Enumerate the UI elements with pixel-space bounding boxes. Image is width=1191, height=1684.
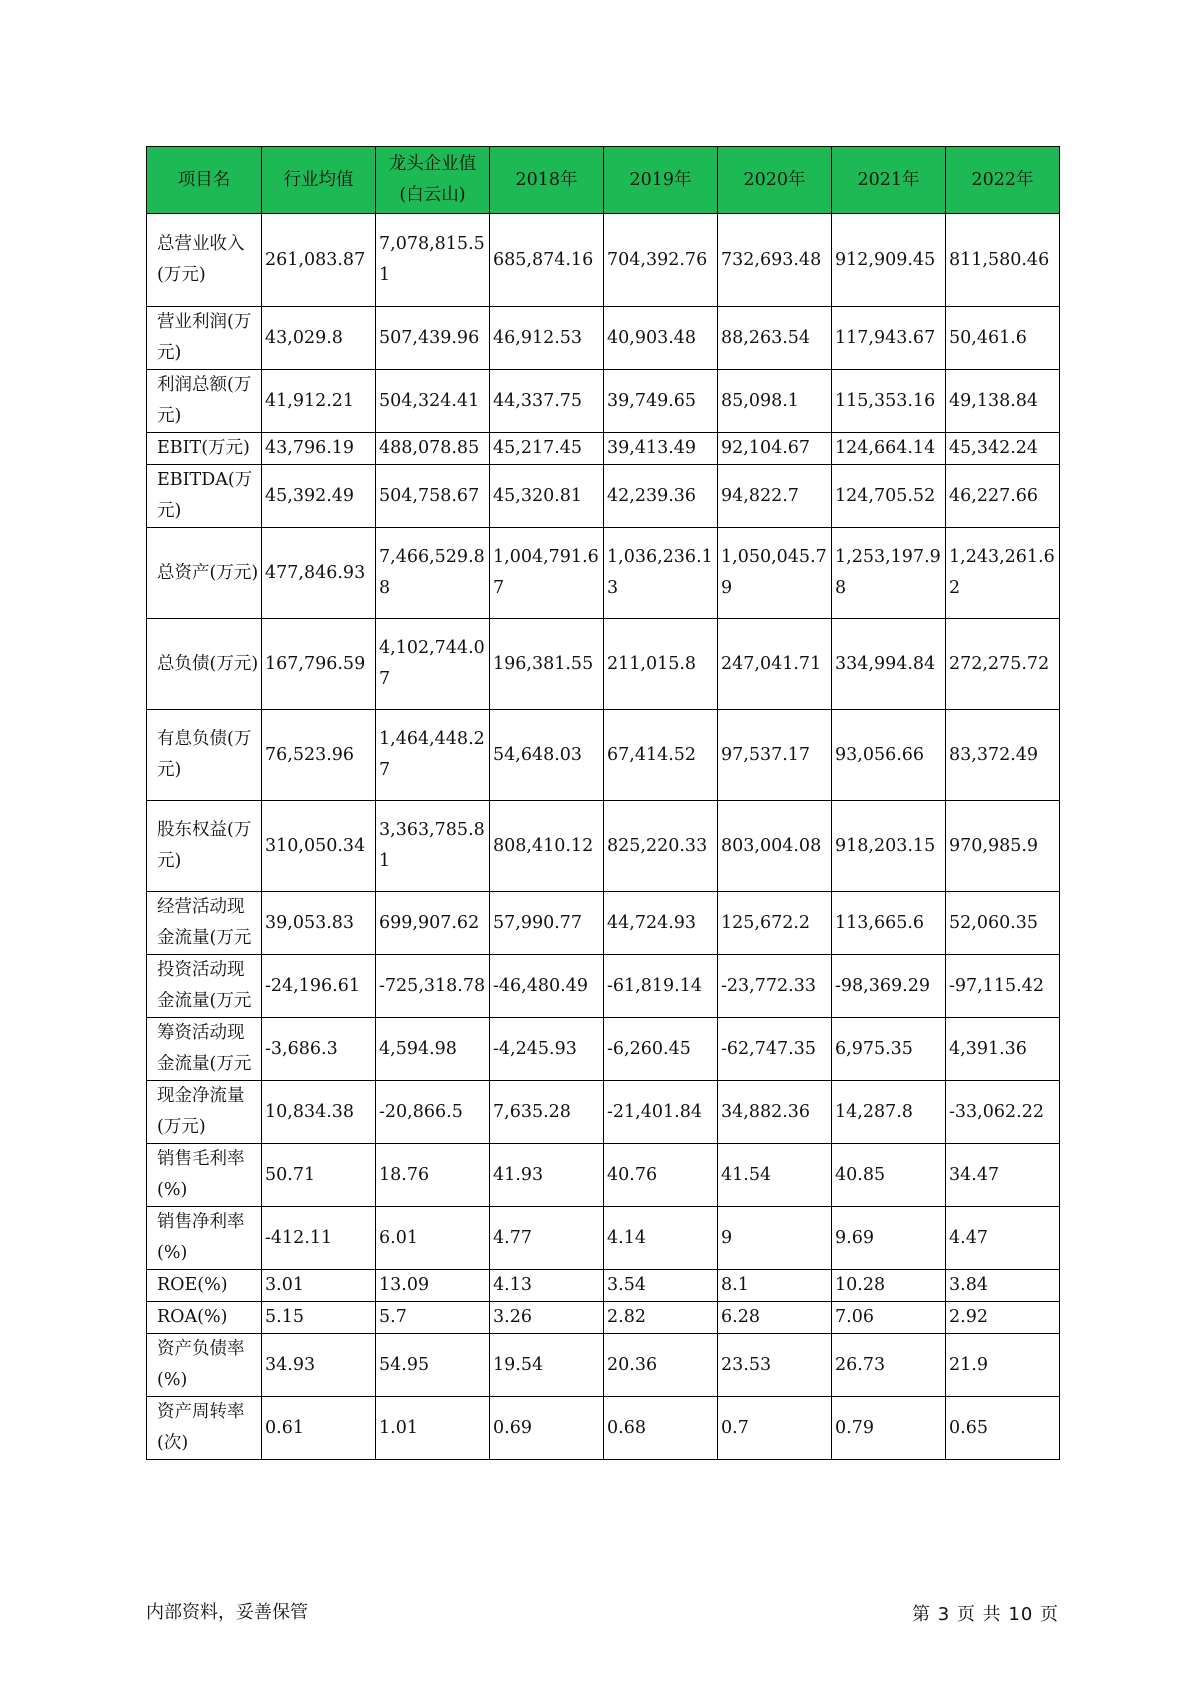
table-cell: 811,580.46 [946,214,1060,307]
header-year-2018: 2018年 [490,147,604,214]
table-cell: 83,372.49 [946,710,1060,801]
table-cell: 504,324.41 [376,370,490,433]
table-cell: 50,461.6 [946,307,1060,370]
table-cell: 1,036,236.13 [604,528,718,619]
table-cell: 85,098.1 [718,370,832,433]
table-cell: 6.28 [718,1302,832,1334]
table-cell: -20,866.5 [376,1081,490,1144]
header-year-2019: 2019年 [604,147,718,214]
table-cell: 7,078,815.51 [376,214,490,307]
row-label: 投资活动现金流量(万元 [147,955,262,1018]
table-cell: 8.1 [718,1270,832,1302]
table-cell: 4,391.36 [946,1018,1060,1081]
table-cell: 23.53 [718,1334,832,1397]
row-label: 股东权益(万元) [147,801,262,892]
table-cell: -6,260.45 [604,1018,718,1081]
table-cell: 196,381.55 [490,619,604,710]
table-cell: 40.76 [604,1144,718,1207]
row-label: 销售毛利率(%) [147,1144,262,1207]
table-row [147,307,1060,370]
table-row [147,370,1060,433]
table-cell: 2.92 [946,1302,1060,1334]
table-cell: -62,747.35 [718,1018,832,1081]
row-label: EBIT(万元) [147,433,262,465]
table-cell: 3.26 [490,1302,604,1334]
table-cell: 34.47 [946,1144,1060,1207]
table-cell: 0.65 [946,1397,1060,1460]
table-cell: 19.54 [490,1334,604,1397]
table-cell: 88,263.54 [718,307,832,370]
table-cell: 4.47 [946,1207,1060,1270]
row-label: 筹资活动现金流量(万元 [147,1018,262,1081]
table-cell: 39,053.83 [262,892,376,955]
table-cell: 504,758.67 [376,465,490,528]
table-cell: 4,594.98 [376,1018,490,1081]
table-cell: 0.61 [262,1397,376,1460]
table-cell: 825,220.33 [604,801,718,892]
table-cell: 211,015.8 [604,619,718,710]
table-cell: 93,056.66 [832,710,946,801]
table-cell: 7.06 [832,1302,946,1334]
table-cell: 44,337.75 [490,370,604,433]
table-cell: 26.73 [832,1334,946,1397]
table-cell: 310,050.34 [262,801,376,892]
header-leader-value: 龙头企业值(白云山) [376,147,490,214]
table-cell: 0.68 [604,1397,718,1460]
table-cell: 76,523.96 [262,710,376,801]
table-cell: -21,401.84 [604,1081,718,1144]
table-cell: 808,410.12 [490,801,604,892]
table-cell: -3,686.3 [262,1018,376,1081]
table-cell: 699,907.62 [376,892,490,955]
table-row [147,1334,1060,1397]
table-cell: 54.95 [376,1334,490,1397]
table-cell: 1,464,448.27 [376,710,490,801]
table-cell: 20.36 [604,1334,718,1397]
table-row [147,1018,1060,1081]
table-cell: 34,882.36 [718,1081,832,1144]
header-item-name: 项目名 [147,147,262,214]
row-label: 销售净利率(%) [147,1207,262,1270]
table-cell: 9 [718,1207,832,1270]
table-cell: 9.69 [832,1207,946,1270]
table-cell: -98,369.29 [832,955,946,1018]
table-cell: 507,439.96 [376,307,490,370]
table-cell: 52,060.35 [946,892,1060,955]
table-cell: 94,822.7 [718,465,832,528]
row-label: 营业利润(万元) [147,307,262,370]
table-cell: 0.7 [718,1397,832,1460]
table-cell: -61,819.14 [604,955,718,1018]
table-row [147,1144,1060,1207]
table-cell: 124,664.14 [832,433,946,465]
row-label: 资产负债率(%) [147,1334,262,1397]
table-cell: 40.85 [832,1144,946,1207]
table-cell: 7,466,529.88 [376,528,490,619]
table-cell: 92,104.67 [718,433,832,465]
table-row [147,892,1060,955]
table-cell: 6,975.35 [832,1018,946,1081]
table-cell: 0.79 [832,1397,946,1460]
table-cell: 45,392.49 [262,465,376,528]
table-cell: -23,772.33 [718,955,832,1018]
table-row [147,1207,1060,1270]
table-cell: 34.93 [262,1334,376,1397]
table-cell: 1,253,197.98 [832,528,946,619]
table-cell: 4,102,744.07 [376,619,490,710]
row-label: EBITDA(万元) [147,465,262,528]
financial-data-table [146,146,1060,1460]
table-row [147,214,1060,307]
table-cell: 50.71 [262,1144,376,1207]
table-cell: -97,115.42 [946,955,1060,1018]
table-cell: 57,990.77 [490,892,604,955]
table-row [147,528,1060,619]
table-cell: 3.84 [946,1270,1060,1302]
table-cell: 46,912.53 [490,307,604,370]
table-cell: 488,078.85 [376,433,490,465]
table-cell: 3.01 [262,1270,376,1302]
table-header-row [147,147,1060,214]
row-label: ROE(%) [147,1270,262,1302]
table-cell: -24,196.61 [262,955,376,1018]
table-cell: 125,672.2 [718,892,832,955]
table-cell: 117,943.67 [832,307,946,370]
table-cell: 67,414.52 [604,710,718,801]
table-cell: -46,480.49 [490,955,604,1018]
footer-confidential-note: 内部资料，妥善保管 [146,1602,308,1623]
table-cell: 970,985.9 [946,801,1060,892]
table-cell: 13.09 [376,1270,490,1302]
table-cell: 49,138.84 [946,370,1060,433]
table-cell: 247,041.71 [718,619,832,710]
table-cell: 40,903.48 [604,307,718,370]
table-cell: 4.77 [490,1207,604,1270]
table-cell: 803,004.08 [718,801,832,892]
table-cell: 272,275.72 [946,619,1060,710]
table-cell: 14,287.8 [832,1081,946,1144]
table-cell: 10.28 [832,1270,946,1302]
table-cell: 4.14 [604,1207,718,1270]
table-cell: 18.76 [376,1144,490,1207]
table-row [147,619,1060,710]
table-row [147,710,1060,801]
table-row [147,465,1060,528]
table-cell: 1,050,045.79 [718,528,832,619]
table-cell: 7,635.28 [490,1081,604,1144]
table-cell: 41.93 [490,1144,604,1207]
table-cell: -4,245.93 [490,1018,604,1081]
table-cell: 124,705.52 [832,465,946,528]
table-cell: 918,203.15 [832,801,946,892]
row-label: 资产周转率(次) [147,1397,262,1460]
table-cell: 477,846.93 [262,528,376,619]
table-cell: 2.82 [604,1302,718,1334]
table-cell: 1,243,261.62 [946,528,1060,619]
table-cell: 4.13 [490,1270,604,1302]
header-industry-average: 行业均值 [262,147,376,214]
table-cell: 5.15 [262,1302,376,1334]
table-cell: 334,994.84 [832,619,946,710]
row-label: ROA(%) [147,1302,262,1334]
table-row [147,1302,1060,1334]
table-row [147,1270,1060,1302]
table-cell: 3,363,785.81 [376,801,490,892]
table-body [147,214,1060,1460]
table-cell: 113,665.6 [832,892,946,955]
table-cell: 685,874.16 [490,214,604,307]
table-cell: -412.11 [262,1207,376,1270]
row-label: 总资产(万元) [147,528,262,619]
table-row [147,801,1060,892]
row-label: 经营活动现金流量(万元 [147,892,262,955]
table-cell: 43,029.8 [262,307,376,370]
table-cell: 1,004,791.67 [490,528,604,619]
table-cell: 44,724.93 [604,892,718,955]
table-cell: 45,342.24 [946,433,1060,465]
table-cell: 42,239.36 [604,465,718,528]
footer-page-number: 第 3 页 共 10 页 [912,1604,1059,1625]
table-cell: 704,392.76 [604,214,718,307]
table-cell: 43,796.19 [262,433,376,465]
table-cell: 3.54 [604,1270,718,1302]
table-cell: 54,648.03 [490,710,604,801]
row-label: 总负债(万元) [147,619,262,710]
table-cell: 167,796.59 [262,619,376,710]
table-cell: 732,693.48 [718,214,832,307]
table-cell: 10,834.38 [262,1081,376,1144]
table-cell: 39,749.65 [604,370,718,433]
row-label: 总营业收入(万元) [147,214,262,307]
table-cell: 0.69 [490,1397,604,1460]
table-cell: 21.9 [946,1334,1060,1397]
table-row [147,1397,1060,1460]
table-cell: -725,318.78 [376,955,490,1018]
table-cell: 115,353.16 [832,370,946,433]
table-cell: 5.7 [376,1302,490,1334]
table-cell: 912,909.45 [832,214,946,307]
header-year-2022: 2022年 [946,147,1060,214]
table-row [147,1081,1060,1144]
table-cell: 41,912.21 [262,370,376,433]
table-cell: 46,227.66 [946,465,1060,528]
table-row [147,433,1060,465]
table-cell: 39,413.49 [604,433,718,465]
table-cell: 261,083.87 [262,214,376,307]
table-cell: 41.54 [718,1144,832,1207]
row-label: 有息负债(万元) [147,710,262,801]
table-cell: -33,062.22 [946,1081,1060,1144]
row-label: 现金净流量(万元) [147,1081,262,1144]
header-year-2020: 2020年 [718,147,832,214]
table-cell: 6.01 [376,1207,490,1270]
table-cell: 97,537.17 [718,710,832,801]
row-label: 利润总额(万元) [147,370,262,433]
header-year-2021: 2021年 [832,147,946,214]
table-cell: 45,217.45 [490,433,604,465]
table-row [147,955,1060,1018]
table-cell: 1.01 [376,1397,490,1460]
table-cell: 45,320.81 [490,465,604,528]
